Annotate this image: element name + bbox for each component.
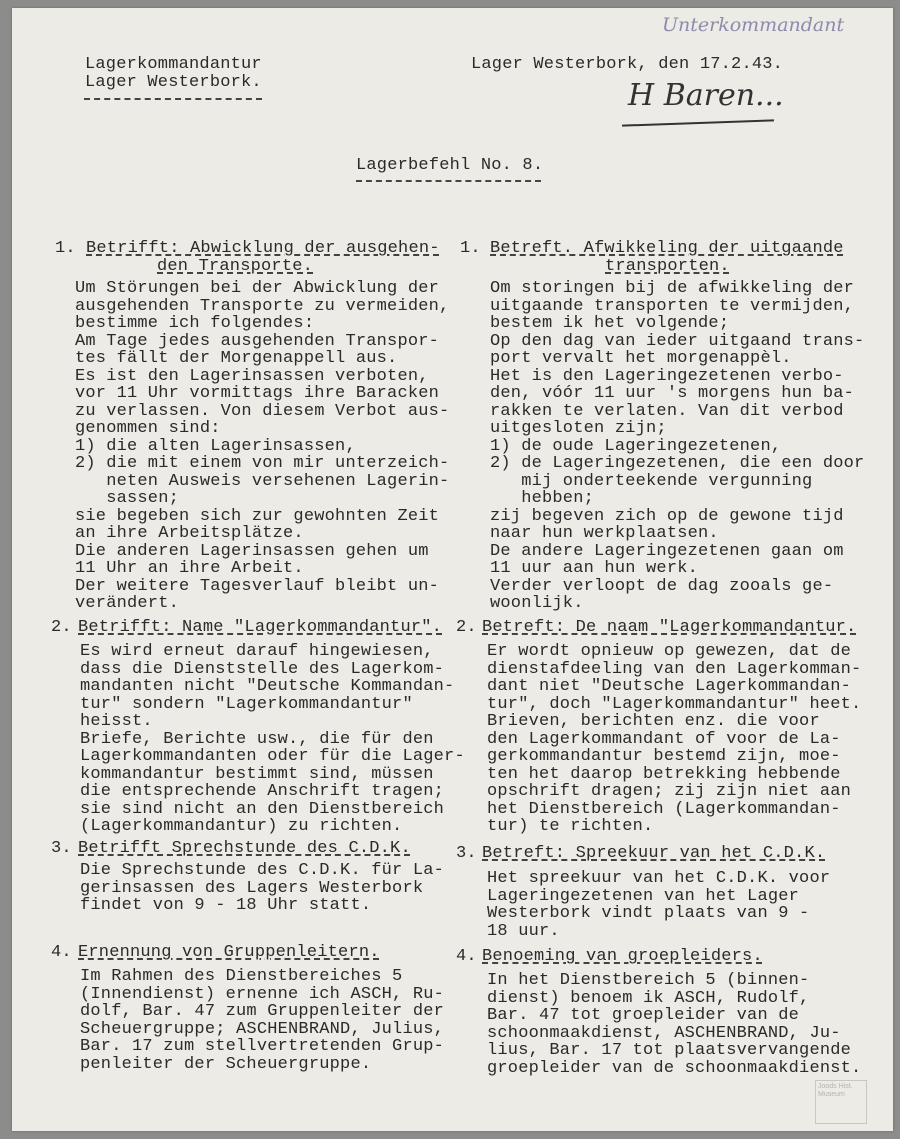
body-line: Brieven, berichten enz. die voor	[487, 712, 820, 731]
body-line: 18 uur.	[487, 921, 560, 941]
body-line: kommandantur bestimmt sind, müssen	[80, 764, 434, 784]
body-line: Es wird erneut darauf hingewiesen,	[80, 642, 434, 661]
body-line: Het spreekuur van het C.D.K. voor	[487, 869, 831, 888]
body-line: 1) de oude Lageringezetenen,	[490, 436, 782, 456]
dutch-item-body	[487, 870, 830, 940]
body-line: dant niet "Deutsche Lagerkommandan-	[487, 677, 852, 696]
dutch-item-heading: Benoeming van groepleiders.	[482, 947, 763, 966]
body-line: die entsprechende Anschrift tragen;	[80, 782, 445, 801]
body-line: Bar. 47 tot groepleider van de	[487, 1006, 800, 1025]
dutch-item-number: 1.	[460, 239, 481, 258]
body-line: den Lagerkommandant of voor de La-	[487, 729, 841, 749]
german-item-heading: Betrifft: Abwicklung der ausgehen-	[86, 239, 440, 258]
body-line: schoonmaakdienst, ASCHENBRAND, Ju-	[487, 1023, 841, 1043]
dutch-item-number: 3.	[456, 844, 477, 863]
title-rule	[356, 180, 541, 182]
body-line: penleiter der Scheuergruppe.	[80, 1054, 372, 1074]
body-line: Im Rahmen des Dienstbereiches 5	[80, 967, 403, 986]
body-line: zij begeven zich op de gewone tijd	[490, 506, 844, 526]
german-item-number: 3.	[51, 838, 72, 858]
body-line: Es ist den Lagerinsassen verboten,	[75, 366, 429, 386]
document-title: Lagerbefehl No. 8.	[356, 156, 544, 175]
body-line: bestimme ich folgendes:	[75, 314, 315, 333]
german-item-body	[80, 862, 444, 915]
body-line: dass die Dienststelle des Lagerkom-	[80, 659, 445, 679]
body-line: mij onderteekende vergunning	[490, 471, 813, 491]
body-line: dolf, Bar. 47 zum Gruppenleiter der	[80, 1002, 445, 1021]
body-line: Het is den Lageringezetenen verbo-	[490, 366, 844, 386]
sender-line-1: Lagerkommandantur	[85, 55, 262, 74]
german-item-heading: Ernennung von Gruppenleitern.	[78, 943, 380, 962]
body-line: Am Tage jedes ausgehenden Transpor-	[75, 331, 440, 351]
german-item-body	[75, 280, 449, 613]
body-line: lius, Bar. 17 tot plaatsvervangende	[487, 1041, 852, 1060]
german-item-number: 2.	[51, 618, 72, 637]
body-line: 11 uur aan hun werk.	[490, 559, 699, 578]
dutch-item-body	[487, 643, 861, 836]
body-line: neten Ausweis versehenen Lagerin-	[75, 471, 450, 491]
body-line: an ihre Arbeitsplätze.	[75, 524, 304, 543]
body-line: vor 11 Uhr vormittags ihre Baracken	[75, 384, 440, 403]
body-line: 11 Uhr an ihre Arbeit.	[75, 559, 304, 578]
dutch-item-number: 4.	[456, 947, 477, 966]
body-line: sie sind nicht an den Dienstbereich	[80, 799, 445, 819]
body-line: opschrift dragen; zij zijn niet aan	[487, 782, 852, 801]
dutch-item-body	[490, 280, 864, 613]
body-line: Op den dag van ieder uitgaand trans-	[490, 331, 865, 351]
body-line: Der weitere Tagesverlauf bleibt un-	[75, 576, 440, 596]
body-line: findet von 9 - 18 Uhr statt.	[80, 896, 372, 915]
body-line: hebben;	[490, 489, 595, 508]
body-line: 1) die alten Lagerinsassen,	[75, 436, 356, 456]
body-line: sie begeben sich zur gewohnten Zeit	[75, 506, 440, 526]
dutch-item-number: 2.	[456, 618, 477, 637]
body-line: De andere Lageringezetenen gaan om	[490, 541, 844, 561]
body-line: gerkommandantur bestemd zijn, moe-	[487, 747, 841, 766]
body-line: tur) te richten.	[487, 817, 654, 836]
dutch-item-heading: transporten.	[605, 257, 730, 276]
dutch-item-body	[487, 972, 861, 1077]
german-item-number: 1.	[55, 239, 76, 258]
dutch-item-heading: Betreft. Afwikkeling der uitgaande	[490, 239, 844, 258]
body-line: ten het daarop betrekking hebbende	[487, 764, 841, 784]
body-line: woonlijk.	[490, 594, 584, 613]
german-item-number: 4.	[51, 943, 72, 962]
body-line: tes fällt der Morgenappell aus.	[75, 349, 398, 368]
body-line: heisst.	[80, 712, 153, 731]
body-line: 2) die mit einem von mir unterzeich-	[75, 454, 450, 473]
german-item-body	[80, 968, 444, 1073]
body-line: Westerbork vindt plaats van 9 -	[487, 904, 810, 923]
body-line: Lagerkommandanten oder für die Lager-	[80, 747, 465, 766]
handwritten-note: Unterkommandant	[662, 14, 845, 36]
body-line: het Dienstbereich (Lagerkommandan-	[487, 799, 841, 819]
body-line: tur" sondern "Lagerkommandantur"	[80, 694, 413, 714]
body-line: port vervalt het morgenappèl.	[490, 349, 792, 368]
body-line: den, vóór 11 uur 's morgens hun ba-	[490, 384, 855, 403]
body-line: Um Störungen bei der Abwicklung der	[75, 279, 440, 298]
dutch-item-heading: Betreft: Spreekuur van het C.D.K.	[482, 844, 826, 863]
body-line: sassen;	[75, 489, 180, 508]
body-line: Die Sprechstunde des C.D.K. für La-	[80, 861, 445, 880]
body-line: verändert.	[75, 594, 180, 613]
body-line: 2) de Lageringezetenen, die een door	[490, 454, 865, 473]
body-line: Om storingen bij de afwikkeling der	[490, 279, 855, 298]
body-line: rakken te verlaten. Van dit verbod	[490, 401, 844, 421]
body-line: tur", doch "Lagerkommandantur" heet.	[487, 694, 862, 714]
archive-stamp: Joods Hist. Museum	[815, 1080, 867, 1124]
body-line: Er wordt opnieuw op gewezen, dat de	[487, 642, 852, 661]
body-line: Lageringezetenen van het Lager	[487, 886, 800, 906]
body-line: dienst) benoem ik ASCH, Rudolf,	[487, 988, 810, 1008]
german-item-body	[80, 643, 465, 836]
body-line: (Innendienst) ernenne ich ASCH, Ru-	[80, 984, 445, 1004]
body-line: (Lagerkommandantur) zu richten.	[80, 817, 403, 836]
body-line: Scheuergruppe; ASCHENBRAND, Julius,	[80, 1019, 445, 1039]
body-line: uitgesloten zijn;	[490, 419, 667, 438]
body-line: uitgaande transporten te vermijden,	[490, 296, 855, 316]
place-date: Lager Westerbork, den 17.2.43.	[471, 55, 784, 74]
signature: H Baren...	[628, 78, 784, 113]
body-line: dienstafdeeling van den Lagerkomman-	[487, 659, 862, 679]
body-line: Briefe, Berichte usw., die für den	[80, 729, 434, 749]
body-line: naar hun werkplaatsen.	[490, 524, 719, 543]
body-line: groepleider van de schoonmaakdienst.	[487, 1058, 862, 1078]
body-line: Bar. 17 zum stellvertretenden Grup-	[80, 1037, 445, 1056]
german-item-heading: den Transporte.	[157, 257, 314, 276]
dutch-item-heading: Betreft: De naam "Lagerkommandantur.	[482, 618, 857, 637]
body-line: genommen sind:	[75, 419, 221, 438]
body-line: Die anderen Lagerinsassen gehen um	[75, 541, 429, 561]
body-line: In het Dienstbereich 5 (binnen-	[487, 971, 810, 990]
sender-rule	[84, 98, 262, 100]
body-line: mandanten nicht "Deutsche Kommandan-	[80, 677, 455, 696]
body-line: gerinsassen des Lagers Westerbork	[80, 878, 424, 898]
german-item-heading: Betrifft: Name "Lagerkommandantur".	[78, 618, 443, 637]
german-item-heading: Betrifft Sprechstunde des C.D.K.	[78, 838, 411, 858]
body-line: Verder verloopt de dag zooals ge-	[490, 576, 834, 596]
body-line: ausgehenden Transporte zu vermeiden,	[75, 296, 450, 316]
body-line: bestem ik het volgende;	[490, 314, 730, 333]
body-line: zu verlassen. Von diesem Verbot aus-	[75, 401, 450, 421]
sender-line-2: Lager Westerbork.	[85, 73, 262, 92]
